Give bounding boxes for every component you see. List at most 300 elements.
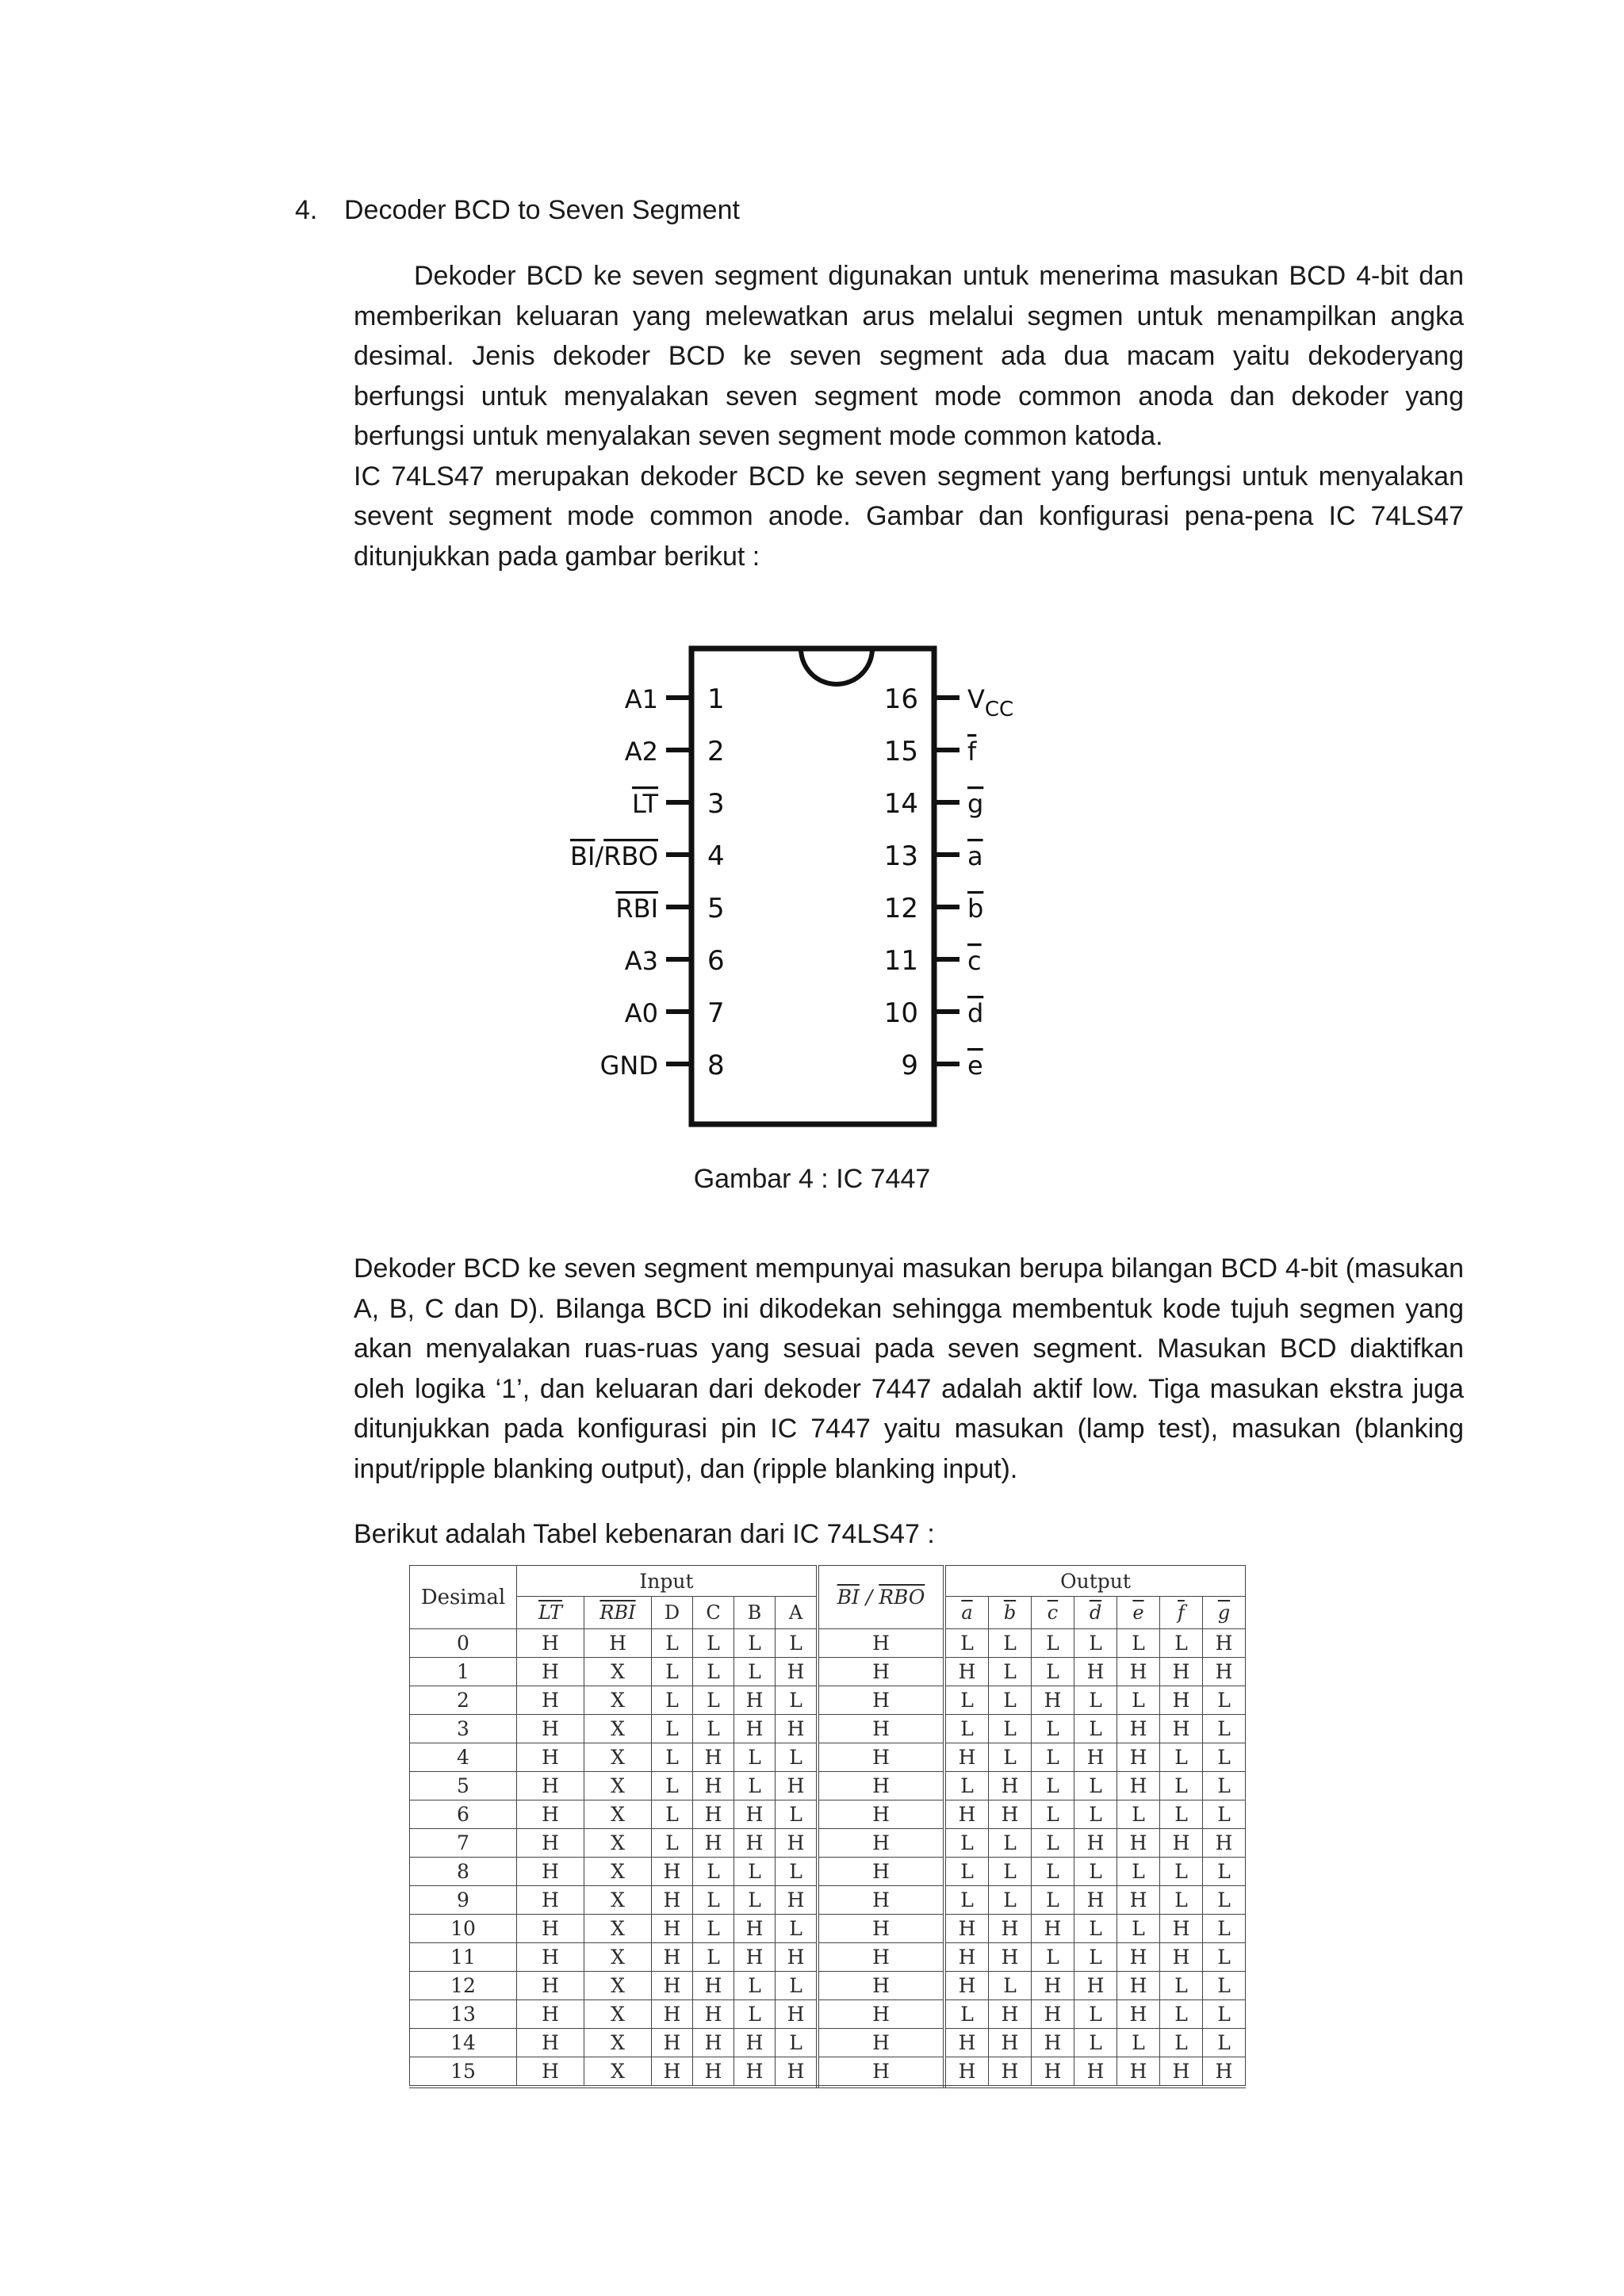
header-desimal: Desimal [410,1566,517,1629]
ic-body [691,649,934,1124]
table-cell: L [944,1829,989,1858]
table-cell: H [1032,2057,1074,2087]
table-cell: H [944,1658,989,1686]
table-cell: L [1074,2000,1117,2029]
table-cell: H [1160,2057,1203,2087]
table-cell: L [1032,1800,1074,1829]
table-cell: H [517,1858,584,1886]
table-cell: L [989,1686,1032,1715]
table-cell: X [584,1858,652,1886]
table-cell-desimal: 3 [410,1715,517,1743]
ic-7447-pinout-diagram [539,634,1094,1142]
table-row [410,1800,1246,1829]
table-cell: L [1203,1943,1246,1972]
table-row [410,1686,1246,1715]
table-cell: H [693,1743,734,1772]
table-cell: L [652,1658,693,1686]
table-row [410,1772,1246,1800]
table-cell: L [1074,1915,1117,1943]
table-cell-desimal: 13 [410,2000,517,2029]
header-c: C [693,1597,734,1629]
table-cell: X [584,2029,652,2057]
table-cell: H [944,2029,989,2057]
table-cell: L [1203,1715,1246,1743]
table-cell: L [693,1715,734,1743]
table-cell: L [1032,1943,1074,1972]
table-cell: L [734,1629,776,1658]
table-cell: L [989,1886,1032,1915]
pin-number: 3 [707,788,725,820]
table-cell: L [652,1829,693,1858]
table-cell: H [734,2029,776,2057]
table-cell: X [584,1715,652,1743]
pin-number: 8 [707,1050,725,1081]
pin-label: LT [632,789,658,819]
pin-number: 6 [707,945,725,977]
table-cell: H [818,1800,944,1829]
table-cell: L [693,1915,734,1943]
table-cell: X [584,1829,652,1858]
pin-label: A3 [624,946,658,976]
table-row [410,2000,1246,2029]
table-cell: H [1074,1829,1117,1858]
table-cell: H [1160,1943,1203,1972]
table-cell: H [693,2029,734,2057]
pin-number: 15 [883,736,918,767]
table-cell-desimal: 2 [410,1686,517,1715]
header-out-b: $\overline{b}$ [989,1597,1032,1629]
header-out-d: $\overline{d}$ [1074,1597,1117,1629]
table-cell: L [776,1743,818,1772]
pin-label-part: RBO [603,841,658,871]
header-bi-rbo: $\overline{BI} / \overline{RBO}$ [818,1566,944,1629]
pin-number: 12 [883,893,918,924]
table-cell: L [1032,1658,1074,1686]
table-cell: L [1074,1800,1117,1829]
table-cell: H [776,1715,818,1743]
table-cell: H [1117,1658,1160,1686]
table-cell: H [652,2029,693,2057]
truth-table-body [410,1629,1246,2087]
table-cell: L [1074,1858,1117,1886]
table-cell: H [693,1829,734,1858]
table-cell: H [517,1886,584,1915]
table-cell: H [818,2057,944,2087]
table-cell: H [818,1858,944,1886]
table-cell: L [1160,1972,1203,2000]
table-cell: L [693,1886,734,1915]
table-cell: X [584,1686,652,1715]
table-cell: H [517,1972,584,2000]
table-cell: H [818,2029,944,2057]
table-cell-desimal: 11 [410,1943,517,1972]
pin-label: $V_{CC}$ [967,684,1014,721]
table-cell: H [517,2057,584,2087]
table-cell: H [989,2029,1032,2057]
header-out-g: $\overline{g}$ [1203,1597,1246,1629]
table-cell: L [652,1715,693,1743]
header-output: Output [944,1566,1246,1597]
table-cell: H [1074,1743,1117,1772]
table-cell: H [1117,2000,1160,2029]
table-row [410,2057,1246,2087]
table-cell: H [818,1943,944,1972]
table-cell: L [776,1972,818,2000]
pin-label: b [967,894,984,924]
table-cell: H [944,1915,989,1943]
pin-label: e [967,1050,983,1081]
header-out-a: $\overline{a}$ [944,1597,989,1629]
table-cell: H [818,1772,944,1800]
table-cell: L [1160,2000,1203,2029]
table-cell: H [652,1943,693,1972]
table-cell: H [1032,2000,1074,2029]
table-cell-desimal: 15 [410,2057,517,2087]
table-row [410,1886,1246,1915]
table-cell: X [584,2057,652,2087]
table-cell: L [776,1915,818,1943]
table-cell: L [1160,2029,1203,2057]
table-cell: L [1203,1972,1246,2000]
intro-paragraph [354,256,1464,576]
table-row [410,1658,1246,1686]
table-row [410,1972,1246,2000]
table-cell: H [818,1629,944,1658]
table-cell: H [776,2057,818,2087]
table-cell: H [517,1743,584,1772]
table-cell: L [1032,1829,1074,1858]
table-row [410,1915,1246,1943]
table-intro-paragraph [354,1514,1464,1555]
table-cell: L [944,1629,989,1658]
pin-number: 5 [707,893,725,924]
table-cell: L [1117,2029,1160,2057]
table-cell: H [818,1886,944,1915]
table-cell: H [818,1829,944,1858]
table-cell: L [944,1886,989,1915]
table-cell: L [989,1972,1032,2000]
pin-label: A2 [624,737,658,767]
table-cell: H [944,1743,989,1772]
table-cell: H [734,2057,776,2087]
table-cell: H [818,1743,944,1772]
table-cell-desimal: 7 [410,1829,517,1858]
table-cell: H [517,1915,584,1943]
table-cell: L [1117,1629,1160,1658]
table-cell: H [944,1972,989,2000]
table-cell: H [1203,1658,1246,1686]
section-heading [295,195,740,226]
table-cell: L [734,1886,776,1915]
table-cell: L [1160,1886,1203,1915]
table-cell: L [693,1658,734,1686]
table-cell-desimal: 10 [410,1915,517,1943]
table-cell: L [944,2000,989,2029]
table-cell: H [944,1943,989,1972]
table-cell: H [1074,1658,1117,1686]
header-out-f: $\overline{f}$ [1160,1597,1203,1629]
table-cell-desimal: 0 [410,1629,517,1658]
table-cell: L [944,1858,989,1886]
pin-label-part: / [595,841,604,871]
table-cell: L [652,1686,693,1715]
table-cell: L [1160,1629,1203,1658]
table-cell: H [1203,1829,1246,1858]
table-cell: H [776,1943,818,1972]
table-cell: H [1074,1972,1117,2000]
table-cell: L [1032,1886,1074,1915]
table-cell: H [1203,1629,1246,1658]
table-cell: L [1160,1858,1203,1886]
table-cell: X [584,1972,652,2000]
header-out-e: $\overline{e}$ [1117,1597,1160,1629]
pin-label: a [967,841,983,871]
table-cell: X [584,1800,652,1829]
table-cell: H [818,1686,944,1715]
pin-label: A0 [624,998,658,1028]
pin-label: RBI [615,894,658,924]
table-cell: L [776,1686,818,1715]
table-cell: H [734,1686,776,1715]
table-cell: L [989,1658,1032,1686]
pin-label [570,841,658,871]
table-cell: H [652,2000,693,2029]
table-cell: L [1074,1715,1117,1743]
table-cell: H [818,1915,944,1943]
table-cell: L [776,1858,818,1886]
table-cell: H [652,1972,693,2000]
table-cell: H [652,1915,693,1943]
table-cell: H [652,1886,693,1915]
table-cell: L [693,1629,734,1658]
table-cell: H [652,2057,693,2087]
table-cell: H [776,1886,818,1915]
header-lt: $\overline{LT}$ [517,1597,584,1629]
table-cell-desimal: 14 [410,2029,517,2057]
pin-number: 7 [707,997,725,1029]
table-cell: X [584,2000,652,2029]
pin-label: g [967,789,984,819]
pin-label: A1 [624,684,658,714]
table-cell: L [989,1829,1032,1858]
table-cell-desimal: 5 [410,1772,517,1800]
table-cell: H [1160,1829,1203,1858]
table-cell: L [1160,1743,1203,1772]
table-cell: H [1032,1972,1074,2000]
table-cell: H [989,1943,1032,1972]
pin-number: 11 [883,945,918,977]
table-cell: H [693,2057,734,2087]
table-cell: H [1117,1715,1160,1743]
table-cell: H [1203,2057,1246,2087]
table-cell: H [1117,1886,1160,1915]
table-cell-desimal: 9 [410,1886,517,1915]
table-cell: L [1032,1858,1074,1886]
table-cell: L [1203,1772,1246,1800]
table-cell: H [989,2000,1032,2029]
table-cell: H [517,1800,584,1829]
truth-table [409,1565,1246,2088]
table-cell: H [1074,1886,1117,1915]
table-row [410,2029,1246,2057]
table-cell: H [818,1715,944,1743]
table-cell: H [818,1972,944,2000]
table-cell: H [734,1943,776,1972]
description-paragraph [354,1249,1464,1489]
table-cell: L [776,1629,818,1658]
table-cell: H [776,2000,818,2029]
table-row [410,1858,1246,1886]
table-cell: X [584,1886,652,1915]
table-cell: L [652,1772,693,1800]
table-cell: L [734,2000,776,2029]
table-cell: H [776,1829,818,1858]
table-cell: H [818,2000,944,2029]
table-cell: H [989,1772,1032,1800]
pin-label: c [967,946,982,976]
table-cell: L [1203,1800,1246,1829]
table-cell: H [517,2000,584,2029]
table-cell: L [734,1658,776,1686]
table-cell: H [989,1800,1032,1829]
table-cell: H [517,1658,584,1686]
figure-caption: Gambar 4 : IC 7447 [693,1164,931,1194]
table-cell: H [1117,1829,1160,1858]
table-row [410,1943,1246,1972]
table-cell: H [1117,1943,1160,1972]
table-cell: L [1032,1743,1074,1772]
table-cell: H [693,2000,734,2029]
table-cell: L [693,1686,734,1715]
table-cell: L [1203,1858,1246,1886]
header-a: A [776,1597,818,1629]
table-cell: H [1117,1772,1160,1800]
table-cell: L [1032,1715,1074,1743]
table-cell: L [776,2029,818,2057]
table-intro-text: Berikut adalah Tabel kebenaran dari IC 74LS47 : [354,1519,935,1549]
table-cell: L [1203,2029,1246,2057]
table-cell: L [944,1772,989,1800]
table-cell: H [1160,1658,1203,1686]
table-cell: H [1117,1972,1160,2000]
table-cell: X [584,1915,652,1943]
table-cell-desimal: 4 [410,1743,517,1772]
table-cell: H [776,1658,818,1686]
table-cell: H [1032,2029,1074,2057]
table-cell: L [1160,1800,1203,1829]
table-row [410,1829,1246,1858]
table-cell: H [517,1829,584,1858]
table-cell: L [1032,1772,1074,1800]
table-cell: H [734,1915,776,1943]
table-cell: L [1117,1915,1160,1943]
table-cell: L [1117,1800,1160,1829]
table-cell: H [693,1972,734,2000]
table-cell: L [1117,1686,1160,1715]
pin-label-part: BI [570,841,596,871]
table-cell: H [1117,1743,1160,1772]
table-cell: H [734,1715,776,1743]
table-row [410,1715,1246,1743]
table-cell-desimal: 8 [410,1858,517,1886]
table-cell: H [517,1629,584,1658]
table-cell: H [776,1772,818,1800]
table-cell: H [1117,2057,1160,2087]
table-cell: L [944,1715,989,1743]
table-cell: H [517,2029,584,2057]
table-cell: L [1117,1858,1160,1886]
table-cell: L [1203,1915,1246,1943]
table-row [410,1629,1246,1658]
table-row [410,1743,1246,1772]
table-cell: H [989,2057,1032,2087]
section-title: Decoder BCD to Seven Segment [344,195,740,225]
table-cell: L [1074,1686,1117,1715]
table-cell: H [1074,2057,1117,2087]
table-cell: L [1032,1629,1074,1658]
pin-number: 14 [883,788,918,820]
table-cell: H [517,1943,584,1972]
pin-number: 10 [883,997,918,1029]
table-cell: L [1074,1943,1117,1972]
intro-text-2: IC 74LS47 merupakan dekoder BCD ke seven segment yang berfungsi untuk menyalakan sevent segment mode common anode. Gambar dan konfigurasi pena-pena IC 74LS47 ditunjukkan pada gambar berikut : [354,461,1464,572]
table-cell: L [1203,1743,1246,1772]
header-input: Input [517,1566,818,1597]
table-cell: L [1074,2029,1117,2057]
table-cell: H [517,1715,584,1743]
table-cell: H [734,1829,776,1858]
table-cell: H [693,1772,734,1800]
header-b: B [734,1597,776,1629]
table-cell: L [989,1858,1032,1886]
table-cell: H [584,1629,652,1658]
table-cell: H [944,2057,989,2087]
table-cell: L [693,1858,734,1886]
table-cell: H [818,1658,944,1686]
table-cell: H [652,1858,693,1886]
table-cell: L [652,1743,693,1772]
table-cell: X [584,1743,652,1772]
table-cell: L [989,1715,1032,1743]
table-cell: X [584,1658,652,1686]
header-d: D [652,1597,693,1629]
table-cell: L [734,1972,776,2000]
table-cell: L [989,1743,1032,1772]
pin-number: 16 [883,683,918,715]
table-cell: H [517,1772,584,1800]
description-text: Dekoder BCD ke seven segment mempunyai masukan berupa bilangan BCD 4-bit (masukan A, B, C dan D). Bilanga BCD ini dikodekan sehingga membentuk kode tujuh segmen yang akan menyalakan ruas-ruas yang sesuai pada seven segment. Masukan BCD diaktifkan oleh logika ‘1’, dan keluaran dari dekoder 7447 adalah aktif low. Tiga masukan ekstra juga ditunjukkan pada konfigurasi pin IC 7447 yaitu masukan (lamp test), masukan (blanking input/ripple blanking output), dan (ripple blanking input). [354,1253,1464,1484]
table-cell: L [652,1629,693,1658]
table-cell: L [652,1800,693,1829]
pin-number: 13 [883,840,918,872]
table-cell: X [584,1943,652,1972]
pin-label: f [967,737,977,767]
table-cell: H [1160,1686,1203,1715]
table-cell: L [776,1800,818,1829]
intro-text-1: Dekoder BCD ke seven segment digunakan untuk menerima masukan BCD 4-bit dan memberikan keluaran yang melewatkan arus melalui segmen untuk menampilkan angka desimal. Jenis dekoder BCD ke seven segment ada dua macam yaitu dekoderyang berfungsi untuk menyalakan seven segment mode common anoda dan dekoder yang berfungsi untuk menyalakan seven segment mode common katoda. [354,261,1464,451]
pin-label: d [967,998,984,1028]
table-cell: L [989,1629,1032,1658]
table-cell: H [989,1915,1032,1943]
table-cell: H [1160,1915,1203,1943]
table-cell: L [734,1772,776,1800]
table-cell: H [1160,1715,1203,1743]
table-cell: H [1032,1915,1074,1943]
table-cell: L [1203,1686,1246,1715]
table-cell: L [734,1858,776,1886]
table-cell: L [944,1686,989,1715]
table-cell-desimal: 1 [410,1658,517,1686]
